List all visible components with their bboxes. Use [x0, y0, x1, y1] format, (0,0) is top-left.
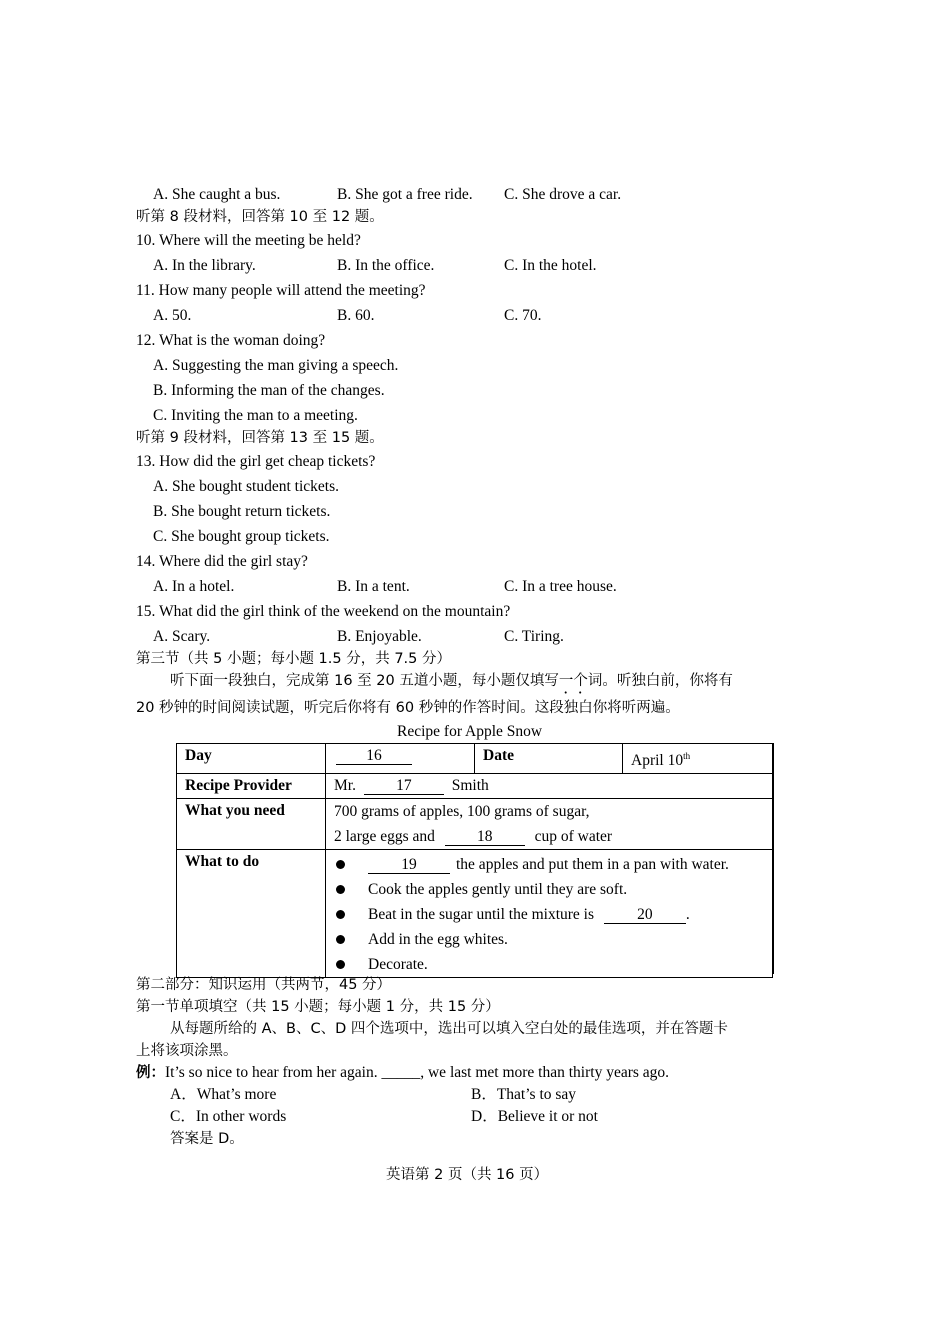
need-cell — [326, 799, 773, 850]
section-8-instruction: 听第 8 段材料，回答第 10 至 12 题。 — [136, 209, 384, 225]
part2-section1-heading: 第一节单项填空（共 15 小题；每小题 1 分，共 15 分） — [136, 999, 500, 1015]
q14-stem: 14. Where did the girl stay? — [136, 553, 308, 570]
provider-cell — [326, 774, 773, 799]
q13-option-c: C. She bought group tickets. — [153, 528, 330, 545]
part3-instruction-a: 听下面一段独白，完成第 16 至 20 五道小题，每小题仅填写 — [170, 673, 559, 689]
q13-option-b: B. She bought return tickets. — [153, 503, 331, 520]
q14-option-c: C. In a tree house. — [504, 578, 617, 595]
example-label: 例： — [136, 1065, 165, 1081]
step-4: Add in the egg whites. — [334, 927, 764, 952]
step-5: Decorate. — [334, 952, 764, 977]
date-label: Date — [475, 744, 623, 774]
blank-16[interactable]: 16 — [336, 748, 412, 765]
recipe-row-provider — [177, 774, 773, 799]
step-1-text: the apples and put them in a pan with water. — [456, 856, 729, 874]
date-suffix: th — [683, 751, 691, 761]
q14-option-a: A. In a hotel. — [153, 578, 235, 595]
table-double-border — [773, 743, 774, 974]
q15-option-a: A. Scary. — [153, 628, 211, 645]
q15-option-c: C. Tiring. — [504, 628, 564, 645]
day-cell — [326, 744, 475, 774]
step-3 — [334, 902, 764, 927]
recipe-table — [176, 743, 773, 978]
q9-option-b: B. She got a free ride. — [337, 186, 473, 203]
example-line — [136, 1063, 669, 1083]
q13-option-a: A. She bought student tickets. — [153, 478, 339, 495]
blank-18[interactable]: 18 — [445, 829, 525, 846]
q11-option-a: A. 50. — [153, 307, 192, 324]
blank-19[interactable]: 19 — [368, 857, 450, 874]
q9-option-c: C. She drove a car. — [504, 186, 622, 203]
step-3-end: . — [685, 906, 690, 924]
day-label: Day — [177, 744, 326, 774]
example-answer: 答案是 D。 — [170, 1131, 244, 1147]
q11-option-b: B. 60. — [337, 307, 375, 324]
q12-option-c: C. Inviting the man to a meeting. — [153, 407, 358, 424]
recipe-row-day — [177, 744, 773, 774]
example-option-c: C．In other words — [170, 1108, 287, 1125]
date-value: April 10 — [631, 752, 684, 770]
q10-option-a: A. In the library. — [153, 257, 256, 274]
step-2: Cook the apples gently until they are soft. — [334, 877, 764, 902]
date-cell — [623, 744, 773, 774]
need-label: What you need — [177, 799, 326, 850]
step-1 — [334, 852, 764, 877]
need-line-2-suffix: cup of water — [534, 828, 613, 846]
need-line-2 — [334, 824, 764, 849]
q15-stem: 15. What did the girl think of the weekend on the mountain? — [136, 603, 511, 620]
blank-17[interactable]: 17 — [364, 778, 444, 795]
provider-surname: Smith — [451, 777, 489, 795]
provider-prefix: Mr. — [334, 777, 356, 795]
do-label: What to do — [177, 850, 326, 978]
q11-stem: 11. How many people will attend the meeting? — [136, 282, 426, 299]
part3-heading: 第三节（共 5 小题；每小题 1.5 分，共 7.5 分） — [136, 651, 451, 667]
q12-option-b: B. Informing the man of the changes. — [153, 382, 385, 399]
q12-option-a: A. Suggesting the man giving a speech. — [153, 357, 399, 374]
example-text: It’s so nice to hear from her again. _____, we last met more than thirty years ago. — [165, 1064, 670, 1081]
q10-option-b: B. In the office. — [337, 257, 435, 274]
page-footer: 英语第 2 页（共 16 页） — [386, 1167, 549, 1183]
q10-stem: 10. Where will the meeting be held? — [136, 232, 361, 249]
q13-stem: 13. How did the girl get cheap tickets? — [136, 453, 376, 470]
q11-option-c: C. 70. — [504, 307, 542, 324]
provider-label: Recipe Provider — [177, 774, 326, 799]
q12-stem: 12. What is the woman doing? — [136, 332, 326, 349]
part3-instruction-b: 词。听独白前，你将有 — [587, 673, 733, 689]
part3-instruction-line2: 20 秒钟的时间阅读试题，听完后你将有 60 秒钟的作答时间。这段独白你将听两遍。 — [136, 700, 680, 716]
recipe-title: Recipe for Apple Snow — [397, 723, 543, 740]
example-option-b: B．That’s to say — [471, 1086, 577, 1103]
example-option-a: A．What’s more — [170, 1086, 277, 1103]
q10-option-c: C. In the hotel. — [504, 257, 597, 274]
blank-20[interactable]: 20 — [604, 907, 686, 924]
step-3-text: Beat in the sugar until the mixture is — [368, 906, 594, 924]
section-9-instruction: 听第 9 段材料，回答第 13 至 15 题。 — [136, 430, 384, 446]
need-line-1: 700 grams of apples, 100 grams of sugar, — [334, 803, 590, 821]
part3-instruction-line1 — [170, 671, 733, 697]
part2-heading: 第二部分：知识运用（共两节，45 分） — [136, 977, 392, 993]
part2-instruction-line1: 从每题所给的 A、B、C、D 四个选项中，选出可以填入空白处的最佳选项，并在答题卡 — [170, 1021, 728, 1037]
q14-option-b: B. In a tent. — [337, 578, 410, 595]
recipe-row-need — [177, 799, 773, 850]
example-option-d: D．Believe it or not — [471, 1108, 598, 1125]
recipe-row-do — [177, 850, 773, 978]
q9-option-a: A. She caught a bus. — [153, 186, 281, 203]
part2-instruction-line2: 上将该项涂黑。 — [136, 1043, 238, 1059]
need-line-2-prefix: 2 large eggs and — [334, 828, 435, 846]
part3-instruction-emphasis: 一个 — [558, 673, 588, 689]
q15-option-b: B. Enjoyable. — [337, 628, 422, 645]
do-cell — [326, 850, 773, 978]
